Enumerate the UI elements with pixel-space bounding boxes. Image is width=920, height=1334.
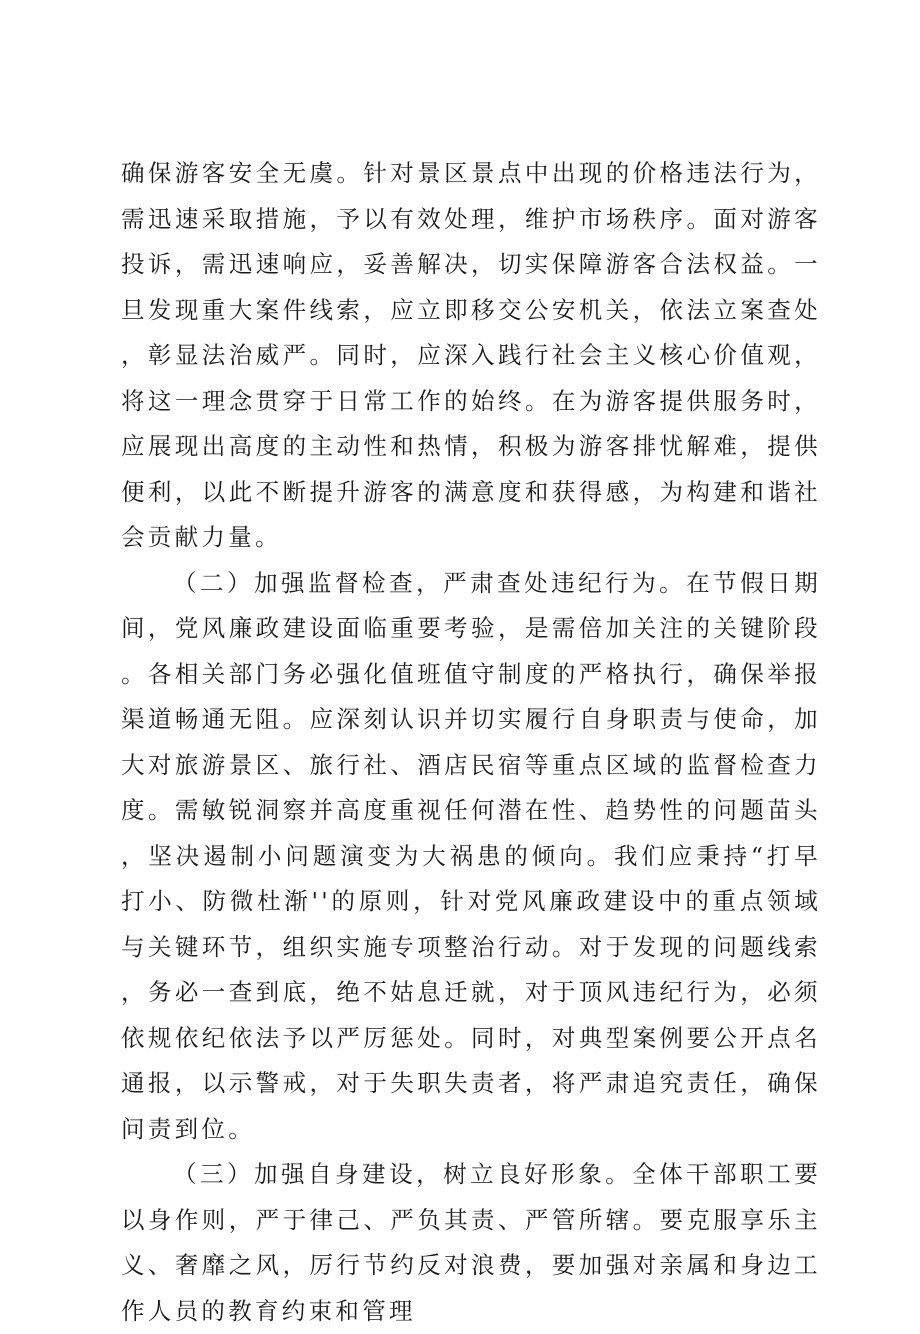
paragraph-section-two: （二）加强监督检查，严肃查处违纪行为。在节假日期间，党风廉政建设面临重要考验，是需倍加关注的关键阶段。各相关部门务必强化值班值守制度的严格执行，确保举报渠道畅通无阻。应深刻认识并切实履行自身职责与使命，加大对旅游景区、旅行社、酒店民宿等重点区域的监督检查力度。需敏锐洞察并高度重视任何潜在性、趋势性的问题苗头，坚决遏制小问题演变为大祸患的倾向。我们应秉持“打早打小、防微杜渐''的原则，针对党风廉政建设中的重点领域与关键环节，组织实施专项整治行动。对于发现的问题线索，务必一查到底，绝不姑息迁就，对于顶风违纪行为，必须依规依纪依法予以严厉惩处。同时，对典型案例要公开点名通报，以示警戒，对于失职失责者，将严肃追究责任，确保问责到位。 bbox=[121, 568, 821, 1143]
paragraph-section-three: （三）加强自身建设，树立良好形象。全体干部职工要以身作则，严于律己、严负其责、严管所辖。要克服享乐主义、奢靡之风，厉行节约反对浪费，要加强对亲属和身边工作人员的教育约束和管理 bbox=[121, 1160, 821, 1325]
document-body bbox=[121, 151, 821, 1334]
paragraph-continued: 确保游客安全无虞。针对景区景点中出现的价格违法行为，需迅速采取措施，予以有效处理，维护市场秩序。面对游客投诉，需迅速响应，妥善解决，切实保障游客合法权益。一旦发现重大案件线索，应立即移交公安机关，依法立案查处，彰显法治威严。同时，应深入践行社会主义核心价值观，将这一理念贯穿于日常工作的始终。在为游客提供服务时，应展现出高度的主动性和热情，积极为游客排忧解难，提供便利，以此不断提升游客的满意度和获得感，为构建和谐社会贡献力量。 bbox=[121, 159, 821, 551]
